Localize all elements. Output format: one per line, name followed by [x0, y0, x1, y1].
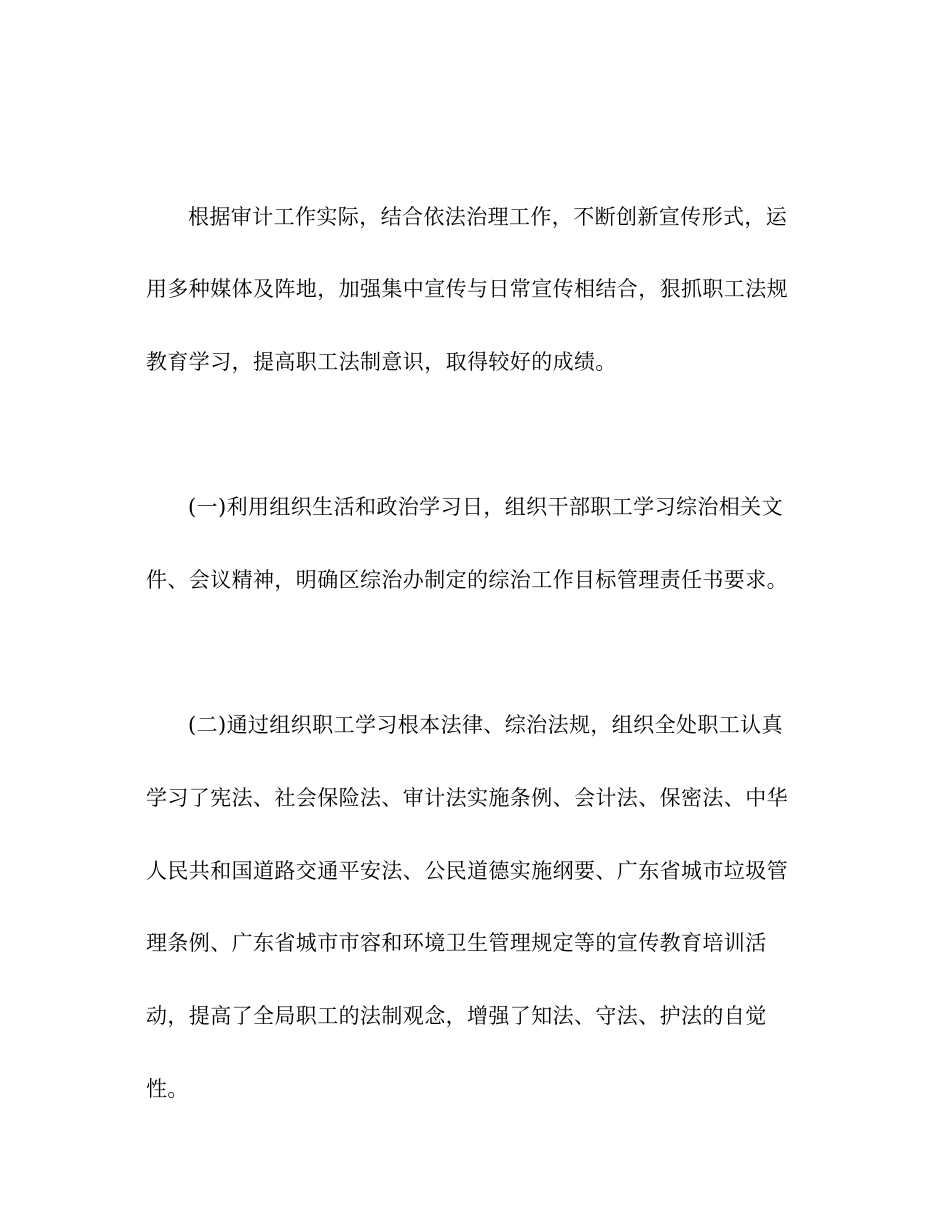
paragraph-line: (一)利用组织生活和政治学习日，组织干部职工学习综治相关文 — [188, 495, 783, 519]
paragraph-line: 动，提高了全局职工的法制观念，增强了知法、守法、护法的自觉 — [146, 1004, 767, 1028]
paragraph-line: 理条例、广东省城市市容和环境卫生管理规定等的宣传教育培训活 — [146, 931, 767, 955]
paragraph-line: 性。 — [146, 1077, 189, 1101]
paragraph-line: (二)通过组织职工学习根本法律、综治法规，组织全处职工认真 — [188, 713, 783, 737]
paragraph-line: 教育学习，提高职工法制意识，取得较好的成绩。 — [146, 350, 617, 374]
paragraph-line: 件、会议精神，明确区综治办制定的综治工作目标管理责任书要求。 — [146, 568, 788, 592]
paragraph-line: 根据审计工作实际，结合依法治理工作，不断创新宣传形式，运 — [188, 205, 788, 229]
paragraph-line: 用多种媒体及阵地，加强集中宣传与日常宣传相结合，狠抓职工法规 — [146, 277, 788, 301]
paragraph-line: 学习了宪法、社会保险法、审计法实施条例、会计法、保密法、中华 — [146, 786, 788, 810]
paragraph-line: 人民共和国道路交通平安法、公民道德实施纲要、广东省城市垃圾管 — [146, 859, 788, 883]
